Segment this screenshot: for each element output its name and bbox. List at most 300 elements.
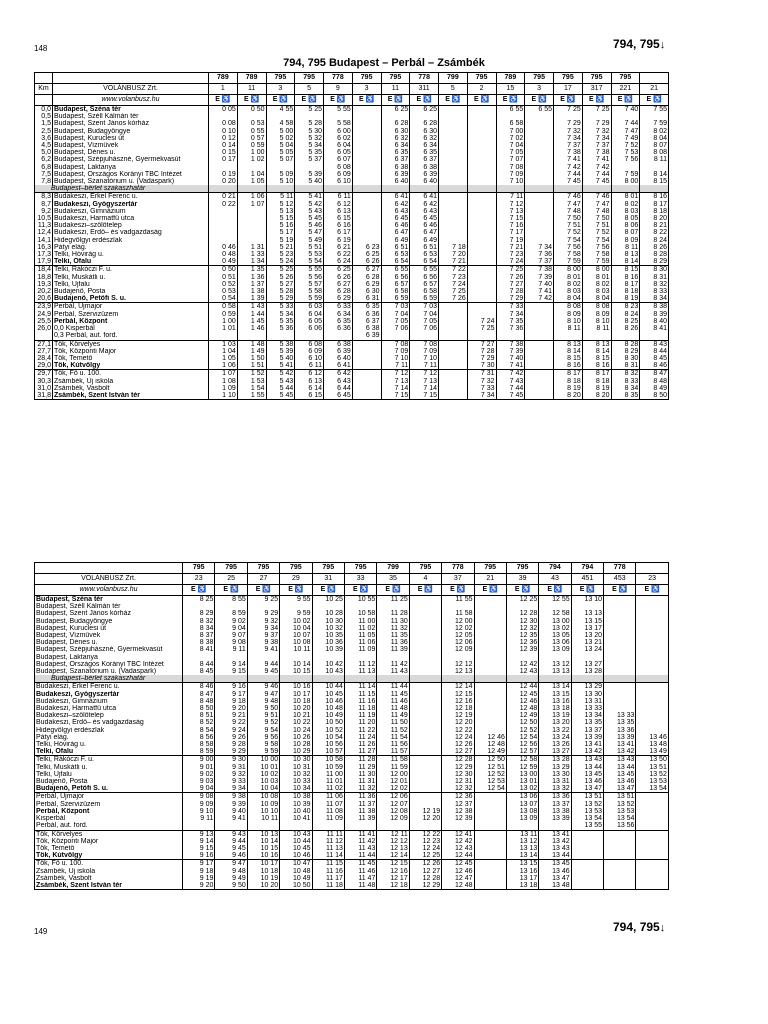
departure-time: 10 14: [247, 838, 279, 845]
departure-time: 7 58: [582, 251, 611, 258]
departure-time: 13 39: [604, 734, 636, 741]
departure-time: 13 29: [539, 764, 571, 771]
stop-name: Budakeszi, Erkel Ferenc u.: [35, 683, 183, 691]
departure-time: 13 08: [506, 808, 538, 815]
line-number: 795: [611, 73, 640, 84]
departure-time: 12 24: [442, 734, 474, 741]
departure-time: 9 30: [215, 756, 247, 764]
departure-time: 11 00: [312, 771, 344, 778]
departure-time: 0 17: [209, 156, 238, 163]
departure-time: 8 16: [582, 362, 611, 370]
departure-time: 7 42: [525, 295, 554, 303]
departure-time: 9 49: [215, 875, 247, 882]
departure-time: 6 38: [324, 340, 353, 348]
departure-time: [352, 340, 381, 348]
departure-time: 6 39: [324, 348, 353, 355]
departure-time: 12 16: [377, 868, 409, 875]
departure-time: 7 28: [496, 288, 525, 295]
departure-time: 10 25: [312, 596, 344, 604]
departure-time: [636, 852, 668, 860]
stop-name: Budapest, Dénes u.: [53, 149, 209, 156]
departure-time: 7 38: [496, 340, 525, 348]
departure-time: 7 44: [582, 171, 611, 178]
departure-time: 6 08: [295, 340, 324, 348]
departure-time: 6 05: [324, 149, 353, 156]
departure-time: 10 36: [312, 639, 344, 646]
departure-time: 12 11: [377, 830, 409, 838]
departure-time: 1 48: [237, 340, 266, 348]
departure-time: 13 28: [539, 756, 571, 764]
table-row: [35, 646, 669, 653]
departure-time: 7 15: [410, 392, 439, 400]
run-number: 11: [237, 84, 266, 95]
run-number: 451: [571, 574, 603, 585]
departure-time: [215, 603, 247, 610]
departure-time: 6 35: [324, 318, 353, 325]
departure-time: 8 11: [582, 325, 611, 332]
departure-time: 8 46: [640, 362, 669, 370]
departure-time: 12 09: [377, 815, 409, 822]
line-number: 795: [247, 563, 279, 574]
stop-name: Telki, Hóvirág u.: [35, 741, 183, 748]
departure-time: 7 21: [496, 244, 525, 251]
departure-time: 13 24: [539, 734, 571, 741]
departure-time: [571, 852, 603, 860]
departure-time: [474, 838, 506, 845]
departure-time: 9 08: [215, 639, 247, 646]
departure-time: 6 42: [324, 370, 353, 378]
departure-time: [352, 142, 381, 149]
departure-time: 8 06: [611, 222, 640, 229]
stop-name: Telki, Muskátli u.: [35, 764, 183, 771]
departure-time: 11 00: [344, 618, 376, 625]
table-row: [35, 771, 669, 778]
km-value: 7,5: [35, 171, 53, 178]
departure-time: 5 57: [295, 281, 324, 288]
departure-time: 12 00: [377, 771, 409, 778]
stop-name: Hidegvölgyi erdészlak: [53, 237, 209, 244]
departure-time: [474, 712, 506, 719]
departure-time: 13 34: [571, 712, 603, 719]
departure-time: 11 49: [377, 712, 409, 719]
km-value: 27,1: [35, 340, 53, 348]
departure-time: [439, 156, 468, 163]
departure-time: 0 59: [237, 142, 266, 149]
departure-time: 6 06: [295, 325, 324, 332]
departure-time: 13 44: [571, 764, 603, 771]
departure-time: [209, 332, 238, 340]
departure-time: [409, 639, 441, 646]
departure-time: 6 57: [410, 281, 439, 288]
table-row: [35, 318, 669, 325]
departure-time: [525, 113, 554, 120]
departure-time: 9 26: [215, 734, 247, 741]
departure-time: [474, 719, 506, 726]
run-number: 39: [506, 574, 538, 585]
departure-time: 10 20: [280, 705, 312, 712]
km-value: 9,2: [35, 208, 53, 215]
departure-time: [209, 237, 238, 244]
departure-time: 7 45: [496, 392, 525, 400]
departure-time: 8 18: [611, 288, 640, 295]
departure-time: [525, 135, 554, 142]
departure-time: [237, 222, 266, 229]
departure-time: 12 16: [442, 698, 474, 705]
departure-time: 13 09: [539, 646, 571, 653]
departure-time: 6 38: [410, 164, 439, 171]
departure-time: 13 56: [604, 822, 636, 830]
departure-time: 5 13: [266, 208, 295, 215]
departure-time: 8 32: [640, 281, 669, 288]
departure-time: [352, 355, 381, 362]
departure-time: 5 38: [266, 340, 295, 348]
departure-time: 12 25: [506, 596, 538, 604]
departure-time: 10 02: [280, 618, 312, 625]
departure-time: [636, 719, 668, 726]
wheelchair-icon: E ♿: [410, 95, 439, 106]
departure-time: 5 36: [266, 325, 295, 332]
departure-time: 13 55: [571, 822, 603, 830]
run-number: 21: [640, 84, 669, 95]
departure-time: 12 20: [409, 815, 441, 822]
wheelchair-icon: E ♿: [496, 95, 525, 106]
departure-time: 6 47: [410, 229, 439, 236]
departure-time: [266, 332, 295, 340]
departure-time: 7 27: [496, 281, 525, 288]
departure-time: 13 07: [506, 801, 538, 808]
departure-time: 1 07: [237, 201, 266, 208]
table-row: [35, 251, 669, 258]
departure-time: 6 29: [324, 295, 353, 303]
departure-time: 13 06: [506, 793, 538, 801]
table-row: [35, 392, 669, 400]
departure-time: 12 49: [474, 748, 506, 756]
departure-time: 8 38: [183, 639, 215, 646]
departure-time: 13 54: [604, 815, 636, 822]
departure-time: 11 07: [312, 801, 344, 808]
departure-time: 8 09: [554, 311, 583, 318]
departure-time: 11 58: [442, 610, 474, 617]
departure-time: 8 25: [611, 318, 640, 325]
departure-time: [237, 229, 266, 236]
departure-time: 11 37: [344, 801, 376, 808]
departure-time: [474, 646, 506, 653]
departure-time: [409, 771, 441, 778]
departure-time: [604, 596, 636, 604]
departure-time: 12 28: [409, 875, 441, 882]
departure-time: 7 14: [410, 385, 439, 392]
departure-time: 7 32: [582, 128, 611, 135]
departure-time: 1 06: [209, 362, 238, 370]
departure-time: [506, 654, 538, 661]
departure-time: [611, 164, 640, 171]
line-number: 795: [295, 73, 324, 84]
departure-time: 10 07: [280, 632, 312, 639]
table-row: [35, 727, 669, 734]
departure-time: 13 14: [539, 683, 571, 691]
departure-time: 12 43: [506, 668, 538, 675]
departure-time: 7 36: [525, 251, 554, 258]
departure-time: 12 38: [442, 808, 474, 815]
departure-time: 11 46: [344, 868, 376, 875]
stop-name: Telki, Rákóczi F. u.: [53, 266, 209, 274]
departure-time: 7 55: [640, 106, 669, 114]
departure-time: [604, 852, 636, 860]
departure-time: [474, 801, 506, 808]
departure-time: 13 37: [571, 727, 603, 734]
departure-time: 1 01: [209, 325, 238, 332]
table-row: [35, 705, 669, 712]
departure-time: 7 42: [554, 164, 583, 171]
departure-time: 11 59: [377, 764, 409, 771]
run-number: 3: [525, 84, 554, 95]
departure-time: 13 46: [571, 778, 603, 785]
stop-name: Perbál, Szervizüzem: [53, 311, 209, 318]
departure-time: 1 00: [237, 149, 266, 156]
departure-time: 7 21: [439, 258, 468, 266]
departure-time: [604, 632, 636, 639]
departure-time: 12 06: [377, 793, 409, 801]
departure-time: [439, 370, 468, 378]
departure-time: 11 56: [377, 741, 409, 748]
departure-time: 7 40: [611, 106, 640, 114]
departure-time: 10 54: [312, 734, 344, 741]
wheelchair-icon: E ♿: [295, 95, 324, 106]
departure-time: [247, 603, 279, 610]
departure-time: [439, 149, 468, 156]
departure-time: 6 35: [352, 303, 381, 311]
run-number: 23: [636, 574, 668, 585]
departure-time: 0 55: [237, 128, 266, 135]
departure-time: 13 01: [506, 778, 538, 785]
departure-time: 6 54: [381, 258, 410, 266]
departure-time: 10 44: [312, 683, 344, 691]
departure-time: 8 40: [640, 318, 669, 325]
departure-time: [215, 822, 247, 830]
departure-time: 8 50: [183, 705, 215, 712]
departure-time: 6 39: [352, 332, 381, 340]
departure-time: 6 44: [324, 385, 353, 392]
departure-time: [439, 208, 468, 215]
departure-time: 10 49: [312, 712, 344, 719]
departure-time: 7 53: [611, 149, 640, 156]
table-row: [35, 201, 669, 208]
departure-time: 8 17: [611, 281, 640, 288]
departure-time: 13 15: [506, 860, 538, 868]
departure-time: [571, 838, 603, 845]
departure-time: 6 25: [324, 266, 353, 274]
wheelchair-icon: E ♿: [604, 585, 636, 596]
departure-time: 10 57: [312, 748, 344, 756]
departure-time: 10 52: [312, 727, 344, 734]
departure-time: [467, 295, 496, 303]
run-number: 2: [467, 84, 496, 95]
table-row: [35, 603, 669, 610]
departure-time: 5 33: [266, 303, 295, 311]
departure-time: [640, 164, 669, 171]
line-number: 795: [474, 563, 506, 574]
departure-time: 12 52: [506, 727, 538, 734]
departure-time: 12 24: [409, 845, 441, 852]
departure-time: 10 19: [247, 875, 279, 882]
departure-time: 12 22: [442, 727, 474, 734]
departure-time: 0 48: [209, 251, 238, 258]
departure-time: 5 27: [266, 281, 295, 288]
departure-time: [295, 113, 324, 120]
departure-time: 8 32: [183, 618, 215, 625]
departure-time: 7 06: [410, 325, 439, 332]
departure-time: 11 06: [312, 793, 344, 801]
departure-time: [636, 668, 668, 675]
departure-time: 13 18: [506, 882, 538, 890]
departure-time: 11 52: [377, 727, 409, 734]
departure-time: [442, 654, 474, 661]
departure-time: 8 38: [640, 303, 669, 311]
stop-name: Telki, Újfalu: [35, 771, 183, 778]
departure-time: [280, 822, 312, 830]
departure-time: 13 53: [571, 808, 603, 815]
departure-time: 9 43: [215, 830, 247, 838]
run-number: 4: [409, 574, 441, 585]
departure-time: 13 45: [539, 860, 571, 868]
departure-time: [525, 164, 554, 171]
line-number: 795: [467, 73, 496, 84]
departure-time: [474, 860, 506, 868]
line-number: 794: [539, 563, 571, 574]
departure-time: [467, 222, 496, 229]
departure-time: 0 19: [209, 171, 238, 178]
departure-time: 1 05: [237, 178, 266, 185]
departure-time: 11 57: [377, 748, 409, 756]
departure-time: [442, 603, 474, 610]
table-row: [35, 156, 669, 163]
zone-boundary-label: Budapest–bérlet szakaszhatár: [35, 185, 209, 193]
wheelchair-icon: E ♿: [209, 95, 238, 106]
departure-time: 11 43: [377, 668, 409, 675]
departure-time: [636, 875, 668, 882]
departure-time: 10 15: [247, 845, 279, 852]
stop-name: Tök, Kútvölgy: [53, 362, 209, 370]
departure-time: 9 28: [215, 741, 247, 748]
departure-time: 8 10: [554, 318, 583, 325]
page-number-top: 148: [34, 44, 48, 53]
departure-time: 12 15: [442, 691, 474, 698]
departure-time: 5 42: [295, 201, 324, 208]
departure-time: 5 34: [266, 311, 295, 318]
table-row: [35, 875, 669, 882]
departure-time: [636, 661, 668, 668]
departure-time: 6 34: [410, 142, 439, 149]
departure-time: 9 07: [215, 632, 247, 639]
departure-time: 7 34: [554, 135, 583, 142]
departure-time: 0 58: [209, 303, 238, 311]
departure-time: 13 20: [539, 719, 571, 726]
departure-time: [525, 332, 554, 340]
departure-time: 8 55: [215, 596, 247, 604]
departure-time: 5 34: [295, 142, 324, 149]
departure-time: 13 20: [571, 632, 603, 639]
stop-name: Telki, Muskátli u.: [53, 274, 209, 281]
departure-time: 5 28: [266, 288, 295, 295]
departure-time: [237, 113, 266, 120]
departure-time: 6 17: [324, 229, 353, 236]
departure-time: 7 29: [554, 120, 583, 127]
departure-time: [636, 822, 668, 830]
departure-time: 6 00: [324, 128, 353, 135]
departure-time: 9 32: [215, 771, 247, 778]
departure-time: [474, 793, 506, 801]
departure-time: 13 13: [506, 845, 538, 852]
departure-time: 6 30: [381, 128, 410, 135]
departure-time: 7 47: [554, 201, 583, 208]
departure-time: 7 34: [525, 244, 554, 251]
table-row: [35, 120, 669, 127]
departure-time: 12 43: [442, 845, 474, 852]
km-value: 7,8: [35, 178, 53, 185]
table-row: [35, 808, 669, 815]
departure-time: 10 46: [312, 698, 344, 705]
wheelchair-icon: E ♿: [640, 95, 669, 106]
departure-time: 12 31: [442, 778, 474, 785]
departure-time: [474, 808, 506, 815]
departure-time: 13 47: [604, 785, 636, 793]
departure-time: 9 54: [247, 727, 279, 734]
departure-time: 8 34: [183, 625, 215, 632]
departure-time: 9 19: [183, 875, 215, 882]
line-number: 795: [183, 563, 215, 574]
departure-time: 5 30: [295, 128, 324, 135]
departure-time: 1 51: [237, 362, 266, 370]
departure-time: 13 37: [539, 801, 571, 808]
departure-time: [525, 340, 554, 348]
departure-time: 9 50: [215, 882, 247, 890]
departure-time: 1 09: [209, 385, 238, 392]
departure-time: 10 29: [280, 748, 312, 756]
departure-time: [636, 860, 668, 868]
wheelchair-icon: E ♿: [474, 585, 506, 596]
wheelchair-icon: E ♿: [439, 95, 468, 106]
departure-time: [439, 142, 468, 149]
departure-time: 10 30: [312, 618, 344, 625]
km-value: 19,3: [35, 281, 53, 288]
departure-time: 13 05: [539, 632, 571, 639]
departure-time: 1 37: [237, 281, 266, 288]
stop-name: Budapest, Országos Korányi TBC Intézet: [35, 661, 183, 668]
departure-time: 5 09: [266, 171, 295, 178]
departure-time: [409, 741, 441, 748]
departure-time: 7 20: [439, 251, 468, 258]
departure-time: [467, 156, 496, 163]
departure-time: 11 50: [377, 719, 409, 726]
run-number: 221: [611, 84, 640, 95]
departure-time: 9 47: [247, 691, 279, 698]
departure-time: [604, 868, 636, 875]
stop-name: Budakeszi, Erkel Ferenc u.: [53, 193, 209, 201]
page-title: 794, 795 Budapest – Perbál – Zsámbék: [283, 57, 485, 69]
departure-time: 8 03: [554, 288, 583, 295]
departure-time: 8 04: [582, 295, 611, 303]
departure-time: 7 13: [496, 208, 525, 215]
departure-time: 7 25: [439, 288, 468, 295]
departure-time: 6 46: [381, 222, 410, 229]
stop-name: Budajenő, Petőfi S. u.: [35, 785, 183, 793]
departure-time: 7 45: [582, 178, 611, 185]
departure-time: 6 59: [381, 295, 410, 303]
departure-time: 10 02: [247, 771, 279, 778]
departure-time: 5 40: [266, 355, 295, 362]
departure-time: 10 56: [312, 741, 344, 748]
departure-time: [525, 237, 554, 244]
